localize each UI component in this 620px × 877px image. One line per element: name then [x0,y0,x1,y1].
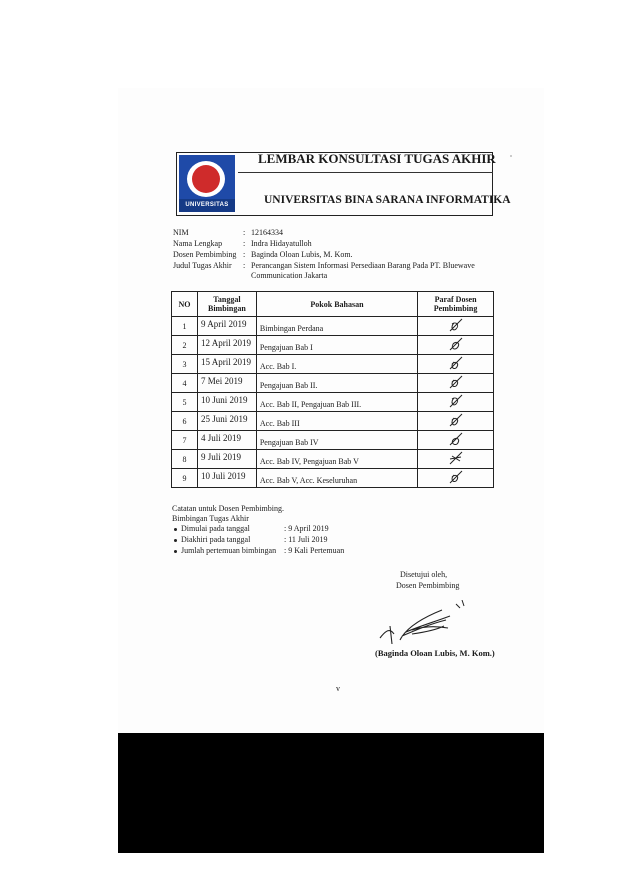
consultation-table [171,291,494,488]
bullet-icon [174,550,177,553]
logo-text: UNIVERSITAS [179,199,235,212]
header-date-line2: Bimbingan [208,304,246,313]
table-header-row [172,292,494,317]
handwritten-signature [372,600,472,650]
row-paraf [418,336,494,355]
notes-start-value: : 9 April 2019 [284,524,329,533]
row-number: 4 [172,374,198,393]
row-date: 15 April 2019 [197,355,256,374]
university-logo [179,155,235,212]
row-date: 10 Juli 2019 [197,469,256,488]
row-paraf [418,450,494,469]
notes-count-label: Jumlah pertemuan bimbingan [181,546,277,555]
notes-heading: Catatan untuk Dosen Pembimbing. [172,504,284,513]
supervisor-name: (Baginda Oloan Lubis, M. Kom.) [375,648,495,658]
bullet-icon [174,528,177,531]
header-signature [418,292,494,317]
table-row [172,393,494,412]
row-number: 9 [172,469,198,488]
notes-count-value: : 9 Kali Pertemuan [284,546,345,555]
header-sign-line1: Paraf Dosen [434,295,477,304]
row-paraf [418,393,494,412]
paraf-signature [446,336,466,352]
row-topic: Pengajuan Bab I [256,336,417,355]
info-label-supervisor: Dosen Pembimbing [173,250,237,259]
row-number: 6 [172,412,198,431]
row-paraf [418,355,494,374]
table-body [172,317,494,488]
info-colon: : [243,228,246,237]
table-row [172,336,494,355]
row-topic: Pengajuan Bab II. [256,374,417,393]
logo-emblem [192,165,220,193]
row-number: 7 [172,431,198,450]
row-date: 9 April 2019 [197,317,256,336]
row-number: 5 [172,393,198,412]
table-row [172,469,494,488]
table-row [172,374,494,393]
row-number: 2 [172,336,198,355]
row-number: 3 [172,355,198,374]
row-paraf [418,374,494,393]
supervisor-role: Dosen Pembimbing [396,581,460,590]
bullet-icon [174,539,177,542]
notes-subheading: Bimbingan Tugas Akhir [172,514,249,523]
row-number: 8 [172,450,198,469]
row-date: 7 Mei 2019 [197,374,256,393]
info-value-thesis-title-cont: Communication Jakarta [251,271,328,280]
row-paraf [418,469,494,488]
scan-speck [510,155,512,157]
header-no: NO [172,292,198,317]
info-label-nim: NIM [173,228,189,237]
row-topic: Acc. Bab IV, Pengajuan Bab V [256,450,417,469]
university-name: UNIVERSITAS BINA SARANA INFORMATIKA [264,194,511,206]
table-row [172,317,494,336]
black-margin-area [118,733,544,853]
row-topic: Bimbingan Perdana [256,317,417,336]
header-topic: Pokok Bahasan [256,292,417,317]
info-label-name: Nama Lengkap [173,239,223,248]
header-date-line1: Tanggal [213,295,241,304]
row-topic: Acc. Bab II, Pengajuan Bab III. [256,393,417,412]
info-value-name: Indra Hidayatulloh [251,239,312,248]
table-row [172,355,494,374]
notes-end-label: Diakhiri pada tanggal [181,535,251,544]
info-colon: : [243,250,246,259]
info-value-supervisor: Baginda Oloan Lubis, M. Kom. [251,250,353,259]
row-date: 25 Juni 2019 [197,412,256,431]
row-topic: Acc. Bab I. [256,355,417,374]
row-date: 10 Juni 2019 [197,393,256,412]
paraf-signature [446,355,466,371]
document-title: LEMBAR KONSULTASI TUGAS AKHIR [258,151,496,166]
row-date: 12 April 2019 [197,336,256,355]
paraf-signature [446,393,466,409]
paraf-signature [446,317,466,333]
row-topic: Pengajuan Bab IV [256,431,417,450]
row-topic: Acc. Bab III [256,412,417,431]
row-number: 1 [172,317,198,336]
info-value-nim: 12164334 [251,228,283,237]
row-paraf [418,412,494,431]
info-label-thesis-title: Judul Tugas Akhir [173,261,232,270]
paraf-signature [446,374,466,390]
table-row [172,450,494,469]
paraf-signature [446,431,466,447]
info-value-thesis-title: Perancangan Sistem Informasi Persediaan Barang Pada PT. Bluewave [251,261,475,270]
paraf-signature [446,469,466,485]
notes-start-label: Dimulai pada tanggal [181,524,250,533]
approval-text: Disetujui oleh, [400,570,448,579]
row-topic: Acc. Bab V, Acc. Keseluruhan [256,469,417,488]
header-date [197,292,256,317]
header-sign-line2: Pembimbing [433,304,478,313]
table-row [172,431,494,450]
row-paraf [418,431,494,450]
info-colon: : [243,261,246,270]
header-divider [238,172,493,173]
paraf-signature [446,450,466,466]
paraf-signature [446,412,466,428]
notes-end-value: : 11 Juli 2019 [284,535,328,544]
row-date: 4 Juli 2019 [197,431,256,450]
page-number: v [336,684,340,693]
row-paraf [418,317,494,336]
table-row [172,412,494,431]
row-date: 9 Juli 2019 [197,450,256,469]
info-colon: : [243,239,246,248]
